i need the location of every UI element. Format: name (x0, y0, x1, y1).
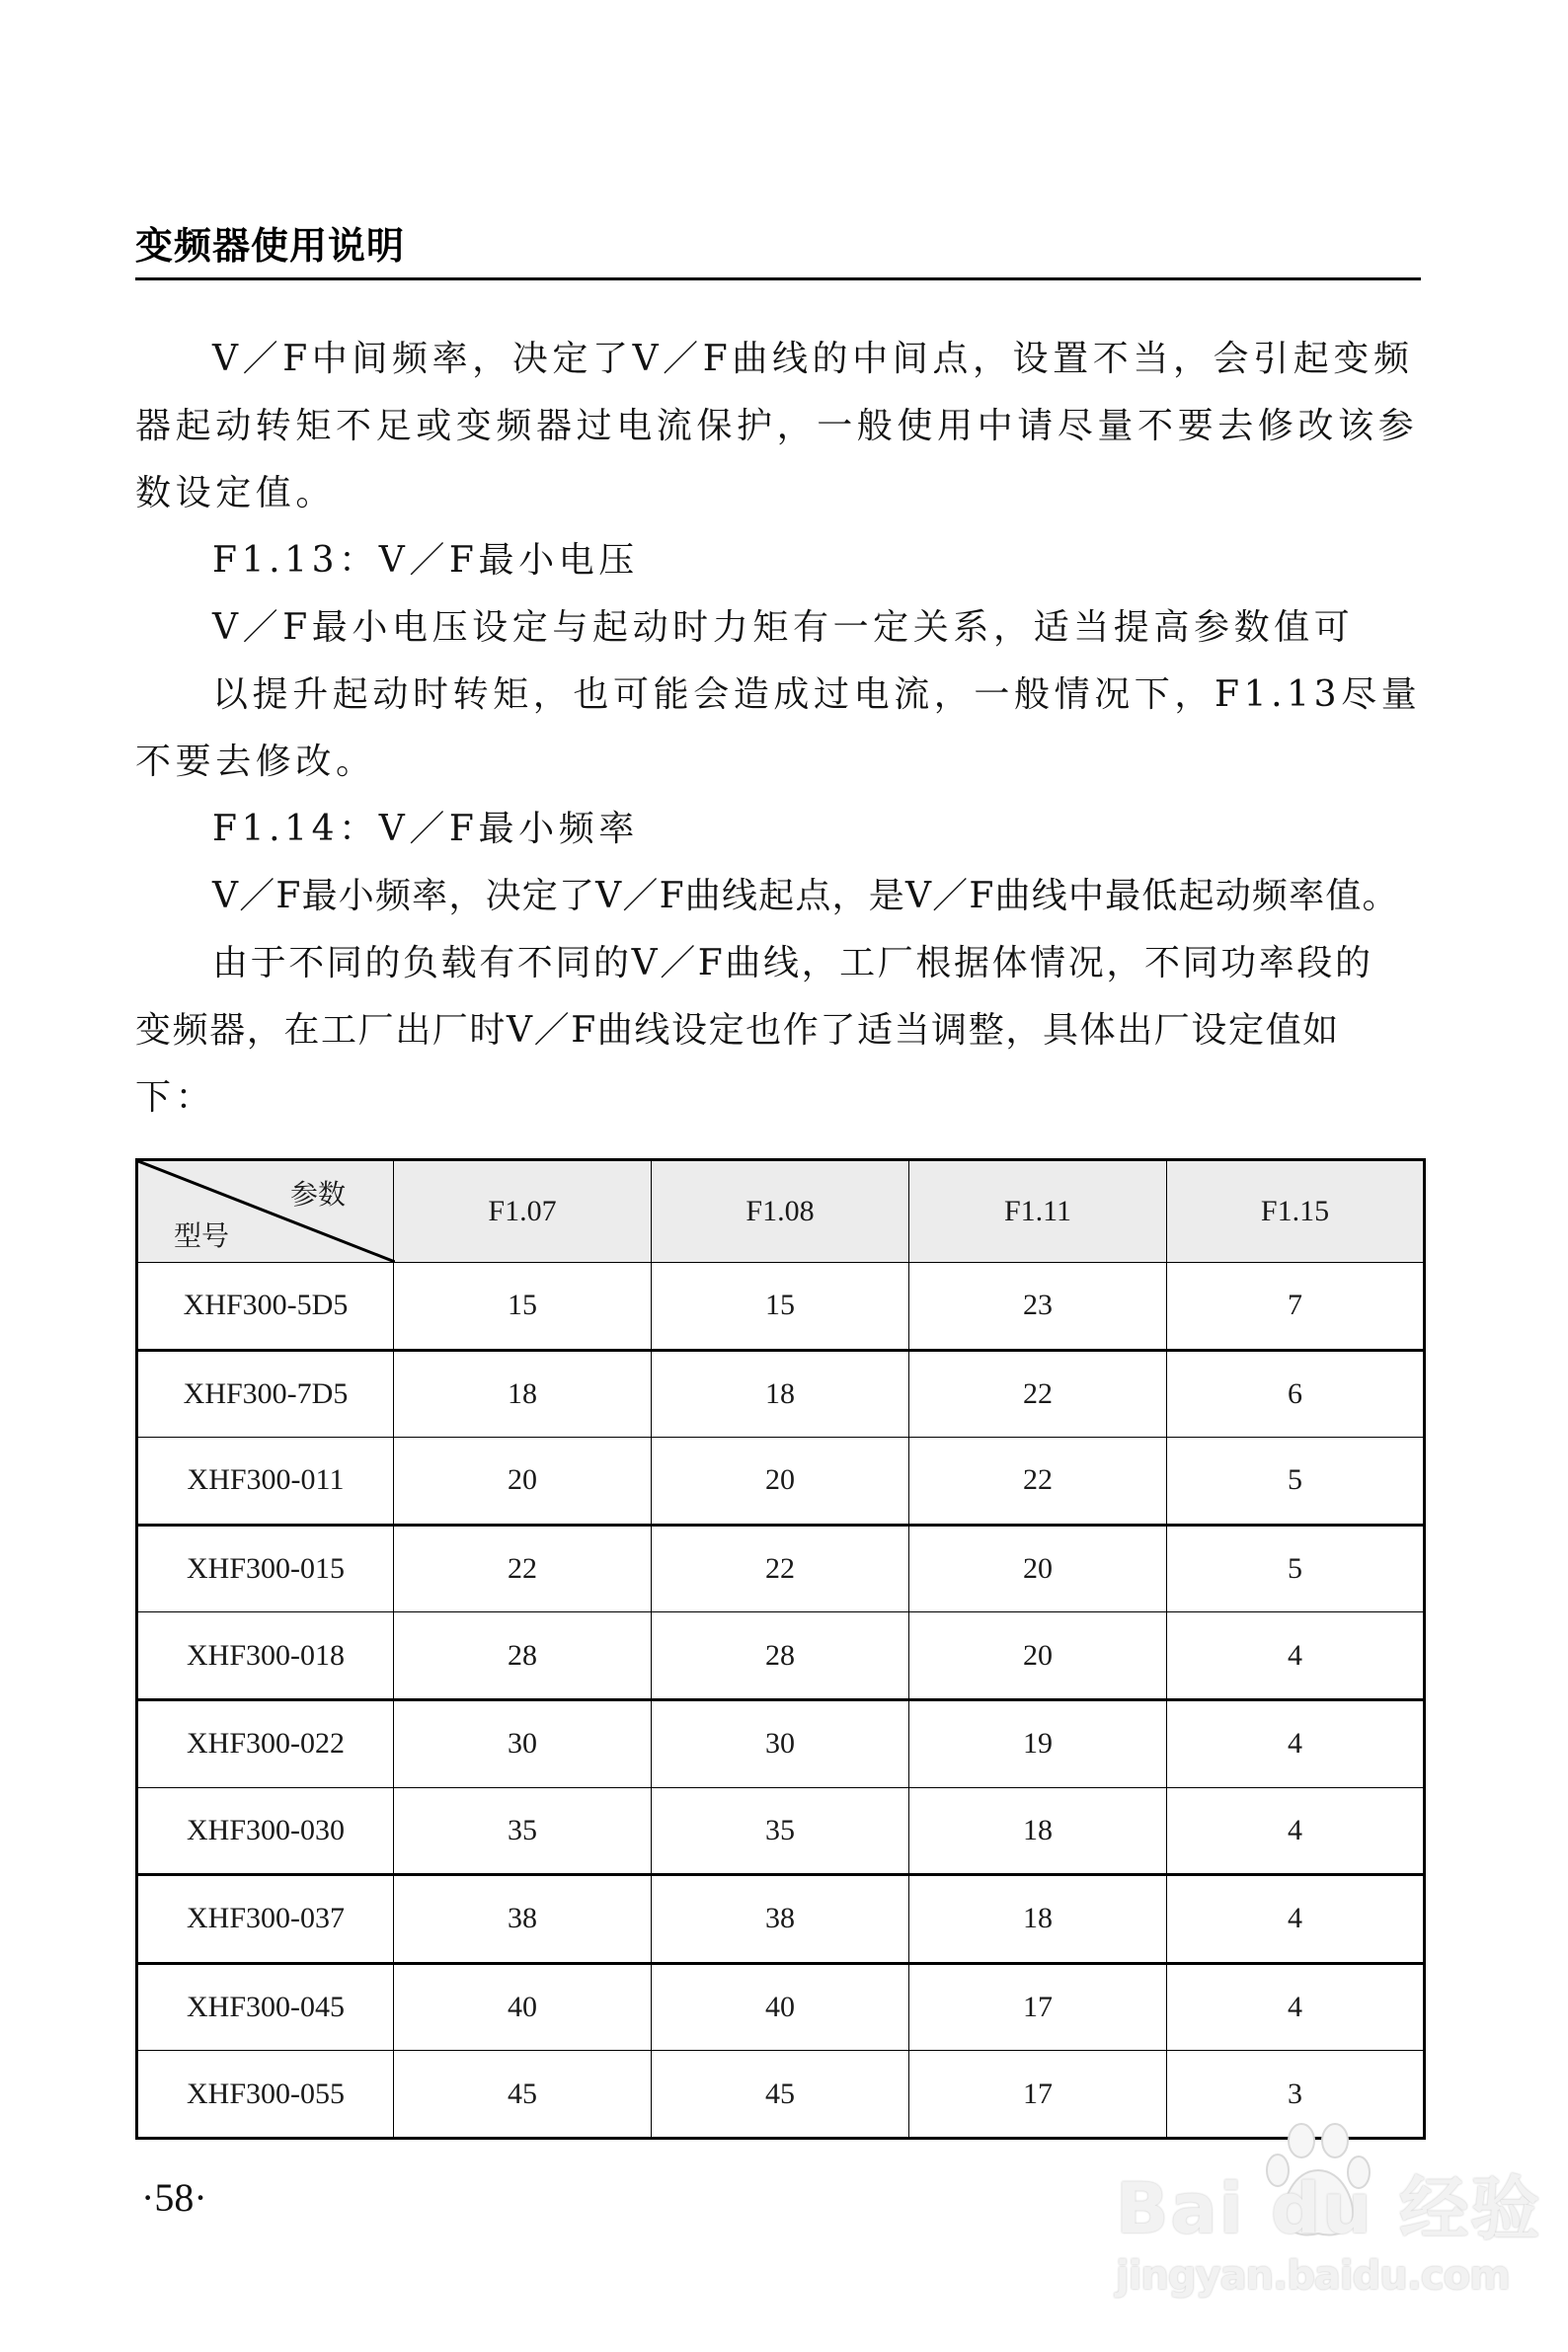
watermark-logo-text: Bai du 经验 (1116, 2168, 1542, 2249)
value-cell: 5 (1167, 1525, 1425, 1612)
model-cell: XHF300-037 (137, 1875, 394, 1964)
paragraph-line: 变频器，在工厂出厂时V／F曲线设定也作了适当调整，具体出厂设定值如 (135, 1010, 1340, 1051)
model-cell: XHF300-055 (137, 2051, 394, 2139)
value-cell: 17 (909, 2051, 1167, 2139)
table-row (137, 1963, 1425, 2051)
section-heading-f1-14: F1.14：V／F最小频率 (212, 809, 639, 849)
value-cell: 35 (394, 1787, 652, 1875)
column-header: F1.11 (909, 1160, 1167, 1263)
value-cell: 30 (394, 1699, 652, 1787)
column-header: F1.07 (394, 1160, 652, 1263)
running-head-title: 变频器使用说明 (135, 224, 406, 268)
value-cell: 4 (1167, 1699, 1425, 1787)
value-cell: 19 (909, 1699, 1167, 1787)
model-label: 型号 (174, 1219, 230, 1252)
paragraph-line: V／F中间频率，决定了V／F曲线的中间点，设置不当，会引起变频 (212, 339, 1414, 379)
value-cell: 23 (909, 1263, 1167, 1351)
value-cell: 4 (1167, 1787, 1425, 1875)
model-cell: XHF300-015 (137, 1525, 394, 1612)
value-cell: 38 (652, 1875, 909, 1964)
model-cell: XHF300-7D5 (137, 1350, 394, 1438)
column-header: F1.08 (652, 1160, 909, 1263)
table-row (137, 1263, 1425, 1351)
value-cell: 45 (652, 2051, 909, 2139)
table-row (137, 1525, 1425, 1612)
model-cell: XHF300-018 (137, 1612, 394, 1700)
table-row (137, 1787, 1425, 1875)
table-row (137, 1875, 1425, 1964)
value-cell: 40 (394, 1963, 652, 2051)
model-cell: XHF300-011 (137, 1438, 394, 1526)
value-cell: 3 (1167, 2051, 1425, 2139)
value-cell: 45 (394, 2051, 652, 2139)
value-cell: 7 (1167, 1263, 1425, 1351)
paragraph-line: 以提升起动时转矩，也可能会造成过电流，一般情况下，F1.13尽量 (212, 674, 1422, 715)
column-header: F1.15 (1167, 1160, 1425, 1263)
value-cell: 20 (394, 1438, 652, 1526)
watermark-url: jingyan.baidu.com (1116, 2253, 1510, 2299)
value-cell: 15 (652, 1263, 909, 1351)
paragraph-line: 数设定值。 (135, 473, 337, 513)
value-cell: 20 (909, 1525, 1167, 1612)
value-cell: 18 (909, 1787, 1167, 1875)
value-cell: 4 (1167, 1612, 1425, 1700)
value-cell: 22 (909, 1350, 1167, 1438)
table-row (137, 2051, 1425, 2139)
value-cell: 20 (652, 1438, 909, 1526)
value-cell: 18 (909, 1875, 1167, 1964)
value-cell: 17 (909, 1963, 1167, 2051)
value-cell: 40 (652, 1963, 909, 2051)
paragraph-line: 器起动转矩不足或变频器过电流保护，一般使用中请尽量不要去修改该参 (135, 406, 1419, 446)
value-cell: 4 (1167, 1875, 1425, 1964)
page-number: ·58· (141, 2175, 207, 2220)
table-row (137, 1438, 1425, 1526)
value-cell: 5 (1167, 1438, 1425, 1526)
paragraph-line: 不要去修改。 (135, 742, 376, 782)
value-cell: 28 (394, 1612, 652, 1700)
value-cell: 22 (909, 1438, 1167, 1526)
value-cell: 18 (652, 1350, 909, 1438)
value-cell: 4 (1167, 1963, 1425, 2051)
param-label: 参数 (289, 1178, 346, 1211)
table-row (137, 1699, 1425, 1787)
table-row (137, 1350, 1425, 1438)
model-cell: XHF300-5D5 (137, 1263, 394, 1351)
value-cell: 15 (394, 1263, 652, 1351)
value-cell: 28 (652, 1612, 909, 1700)
body-text (135, 326, 1422, 1132)
header-rule (135, 277, 1421, 280)
model-cell: XHF300-030 (137, 1787, 394, 1875)
value-cell: 22 (652, 1525, 909, 1612)
value-cell: 30 (652, 1699, 909, 1787)
value-cell: 38 (394, 1875, 652, 1964)
model-cell: XHF300-045 (137, 1963, 394, 2051)
value-cell: 6 (1167, 1350, 1425, 1438)
value-cell: 18 (394, 1350, 652, 1438)
paragraph-line: V／F最小电压设定与起动时力矩有一定关系，适当提高参数值可 (212, 607, 1355, 648)
paragraph-line: 由于不同的负载有不同的V／F曲线，工厂根据体情况，不同功率段的 (212, 943, 1373, 983)
value-cell: 35 (652, 1787, 909, 1875)
value-cell: 20 (909, 1612, 1167, 1700)
table-header-row (137, 1160, 1425, 1263)
diagonal-header-cell (137, 1160, 394, 1263)
paragraph-line: V／F最小频率，决定了V／F曲线起点，是V／F曲线中最低起动频率值。 (212, 876, 1399, 916)
section-heading-f1-13: F1.13：V／F最小电压 (212, 540, 639, 581)
model-cell: XHF300-022 (137, 1699, 394, 1787)
factory-settings-table (135, 1158, 1426, 2140)
table-row (137, 1612, 1425, 1700)
paragraph-line: 下： (135, 1077, 216, 1118)
value-cell: 22 (394, 1525, 652, 1612)
